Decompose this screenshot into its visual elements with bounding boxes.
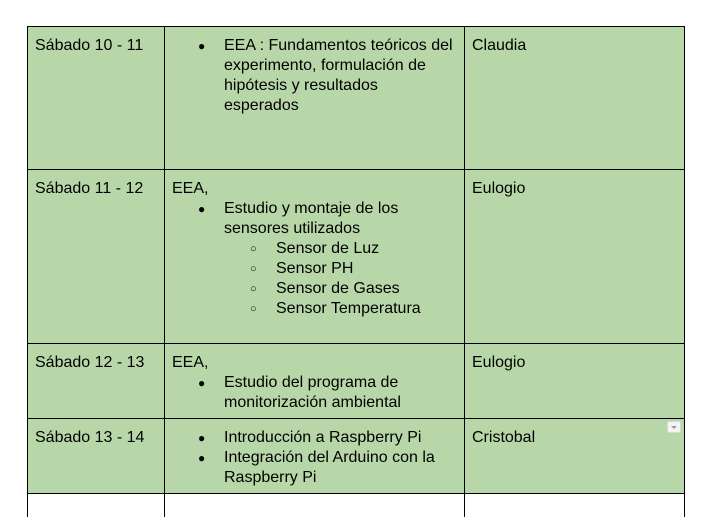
list-item [172, 199, 457, 239]
time-label: Sábado 13 - 14 [35, 429, 145, 446]
bullet-list [172, 428, 457, 488]
schedule-table [27, 26, 685, 517]
time-cell[interactable] [28, 170, 165, 344]
person-cell[interactable] [465, 27, 685, 170]
activity-cell[interactable] [165, 494, 465, 517]
person-label: Cristobal [472, 429, 536, 446]
person-cell[interactable] [465, 344, 685, 419]
list-item: ● Estudio del programa de monitorización ambiental [172, 373, 457, 413]
activity-intro: EEA, [172, 180, 209, 197]
table-row [28, 27, 685, 170]
activity-cell[interactable] [165, 419, 465, 494]
activity-intro: EEA, [172, 354, 209, 371]
list-item: ● Integración del Arduino con la Raspberry Pi [172, 448, 457, 488]
time-cell[interactable] [28, 344, 165, 419]
bullet-list [172, 373, 457, 413]
sub-bullet-list [172, 239, 457, 319]
activity-cell[interactable] [165, 170, 465, 344]
person-label: Eulogio [472, 180, 526, 197]
sub-list-item: ○ Sensor PH [224, 259, 457, 279]
table-row [28, 419, 685, 494]
person-cell[interactable] [465, 170, 685, 344]
table-row [28, 170, 685, 344]
activity-cell[interactable] [165, 27, 465, 170]
person-label: Claudia [472, 37, 527, 54]
table-row [28, 344, 685, 419]
list-item: ● Introducción a Raspberry Pi [172, 428, 457, 448]
sub-list-item: ○ Sensor Temperatura [224, 299, 457, 319]
list-item: ● EEA : Fundamentos teóricos del experimento, formulación de hipótesis y resultados esperados [172, 36, 457, 116]
chevron-down-icon[interactable] [667, 421, 681, 433]
time-label: Sábado 12 - 13 [35, 354, 145, 371]
table-row [28, 494, 685, 517]
list-item-text: Estudio y montaje de los sensores utilizados [224, 200, 399, 237]
activity-cell[interactable] [165, 344, 465, 419]
time-cell[interactable] [28, 419, 165, 494]
time-label: Sábado 10 - 11 [35, 37, 144, 54]
sub-list-item: ○ Sensor de Gases [224, 279, 457, 299]
person-cell[interactable] [465, 419, 685, 494]
person-label: Eulogio [472, 354, 526, 371]
bullet-list [172, 36, 457, 116]
person-cell[interactable] [465, 494, 685, 517]
time-cell[interactable] [28, 27, 165, 170]
time-label: Sábado 11 - 12 [35, 180, 144, 197]
bullet-list [172, 199, 457, 239]
sub-list-item: ○ Sensor de Luz [224, 239, 457, 259]
time-cell[interactable] [28, 494, 165, 517]
